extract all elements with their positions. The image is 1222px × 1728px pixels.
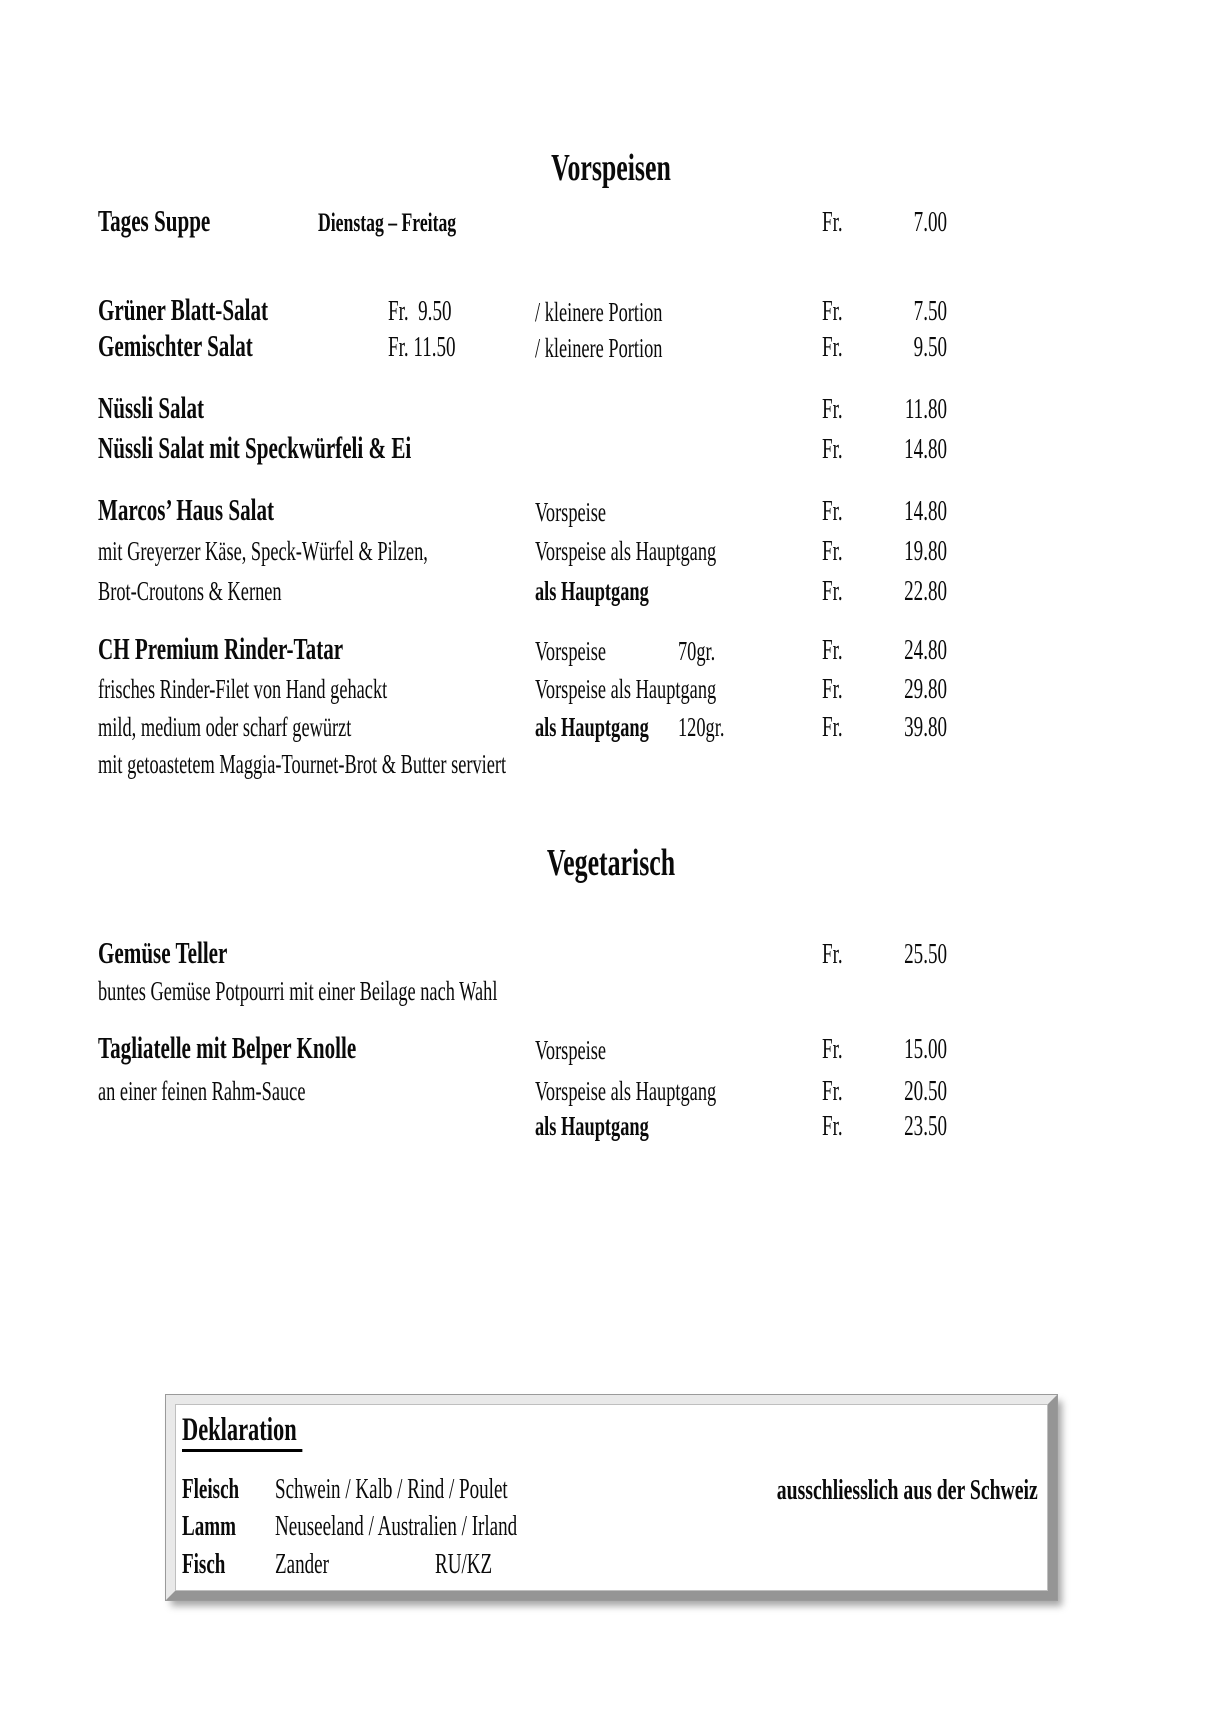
menu-row <box>0 294 1222 330</box>
currency-label: Fr. <box>822 394 843 425</box>
price-value: 7.00 <box>913 207 947 238</box>
currency-label: Fr. <box>822 332 843 363</box>
menu-row <box>0 750 1222 786</box>
menu-item-description: an einer feinen Rahm-Sauce <box>98 1076 306 1106</box>
availability-label: Dienstag – Freitag <box>318 208 457 237</box>
menu-row <box>0 205 1222 241</box>
menu-row <box>0 977 1222 1013</box>
price-value: 39.80 <box>904 712 947 743</box>
course-label: Vorspeise als Hauptgang <box>535 674 717 704</box>
currency-label: Fr. <box>822 1034 843 1065</box>
currency-label: Fr. <box>822 1076 843 1107</box>
price-value: 11.80 <box>904 394 947 425</box>
menu-row <box>0 937 1222 973</box>
menu-item-description: Brot-Croutons & Kernen <box>98 576 282 606</box>
price-value: 20.50 <box>904 1076 947 1107</box>
course-label: als Hauptgang <box>535 1111 649 1141</box>
menu-item-name: CH Premium Rinder-Tatar <box>98 631 344 666</box>
deklaration-box <box>166 1395 1057 1600</box>
currency-label: Fr. <box>822 1111 843 1142</box>
currency-label: Fr. <box>822 576 843 607</box>
deklaration-label: Fleisch <box>182 1474 240 1505</box>
course-label: Vorspeise <box>535 636 607 666</box>
price-value: 22.80 <box>904 576 947 607</box>
price-value: 14.80 <box>904 496 947 527</box>
menu-item-name: Tages Suppe <box>98 203 211 238</box>
currency-label: Fr. <box>822 496 843 527</box>
deklaration-title: Deklaration <box>182 1413 302 1452</box>
menu-row <box>0 1077 1222 1113</box>
price-value: 9.50 <box>913 332 947 363</box>
deklaration-value: Schwein / Kalb / Rind / Poulet <box>275 1474 508 1505</box>
menu-row <box>0 675 1222 711</box>
menu-item-name: Marcos’ Haus Salat <box>98 492 275 527</box>
currency-label: Fr. <box>822 434 843 465</box>
deklaration-value: Zander <box>275 1549 329 1580</box>
course-label: Vorspeise als Hauptgang <box>535 1076 717 1106</box>
menu-row <box>0 633 1222 669</box>
deklaration-value: Neuseeland / Australien / Irland <box>275 1511 518 1542</box>
currency-label: Fr. <box>822 296 843 327</box>
price-value: 7.50 <box>913 296 947 327</box>
menu-row <box>0 537 1222 573</box>
menu-item-description: mit getoastetem Maggia-Tournet-Brot & Butter serviert <box>98 749 507 779</box>
course-label: Vorspeise <box>535 497 607 527</box>
fish-code: RU/KZ <box>435 1549 493 1580</box>
weight-label: 70gr. <box>678 636 716 666</box>
menu-item-description: frisches Rinder-Filet von Hand gehackt <box>98 674 388 704</box>
menu-item-name: Gemischter Salat <box>98 328 253 363</box>
menu-item-name: Nüssli Salat mit Speckwürfeli & Ei <box>98 430 412 465</box>
currency-label: Fr. <box>822 536 843 567</box>
menu-item-name: Tagliatelle mit Belper Knolle <box>98 1030 357 1065</box>
course-label: Vorspeise als Hauptgang <box>535 536 717 566</box>
section-title-vorspeisen: Vorspeisen <box>551 147 671 189</box>
currency-label: Fr. <box>822 207 843 238</box>
course-label: als Hauptgang <box>535 712 649 742</box>
price-value: 24.80 <box>904 635 947 666</box>
currency-label: Fr. <box>822 712 843 743</box>
origin-note: ausschliesslich aus der Schweiz <box>777 1474 1038 1506</box>
currency-label: Fr. <box>822 674 843 705</box>
menu-item-description: mit Greyerzer Käse, Speck-Würfel & Pilzen, <box>98 536 428 566</box>
currency-label: Fr. <box>822 635 843 666</box>
course-label: Vorspeise <box>535 1035 607 1065</box>
price-value: 25.50 <box>904 939 947 970</box>
mid-price: Fr. 9.50 <box>388 296 452 327</box>
mid-price: Fr. 11.50 <box>388 332 456 363</box>
menu-row <box>0 330 1222 366</box>
price-value: 23.50 <box>904 1111 947 1142</box>
menu-row <box>0 1032 1222 1068</box>
weight-label: 120gr. <box>678 712 725 742</box>
menu-row <box>0 713 1222 749</box>
portion-label: / kleinere Portion <box>535 333 663 363</box>
deklaration-label: Lamm <box>182 1511 236 1542</box>
course-label: als Hauptgang <box>535 576 649 606</box>
menu-row <box>0 1112 1222 1148</box>
menu-row <box>0 494 1222 530</box>
price-value: 14.80 <box>904 434 947 465</box>
menu-row <box>0 392 1222 428</box>
menu-item-description: buntes Gemüse Potpourri mit einer Beilage nach Wahl <box>98 976 498 1006</box>
menu-item-name: Grüner Blatt-Salat <box>98 292 268 327</box>
portion-label: / kleinere Portion <box>535 297 663 327</box>
price-value: 29.80 <box>904 674 947 705</box>
menu-item-name: Gemüse Teller <box>98 935 228 970</box>
menu-row <box>0 432 1222 468</box>
menu-item-description: mild, medium oder scharf gewürzt <box>98 712 352 742</box>
section-title-vegetarisch: Vegetarisch <box>546 842 676 884</box>
menu-row <box>0 577 1222 613</box>
price-value: 19.80 <box>904 536 947 567</box>
menu-item-name: Nüssli Salat <box>98 390 205 425</box>
price-value: 15.00 <box>904 1034 947 1065</box>
currency-label: Fr. <box>822 939 843 970</box>
deklaration-label: Fisch <box>182 1549 226 1580</box>
